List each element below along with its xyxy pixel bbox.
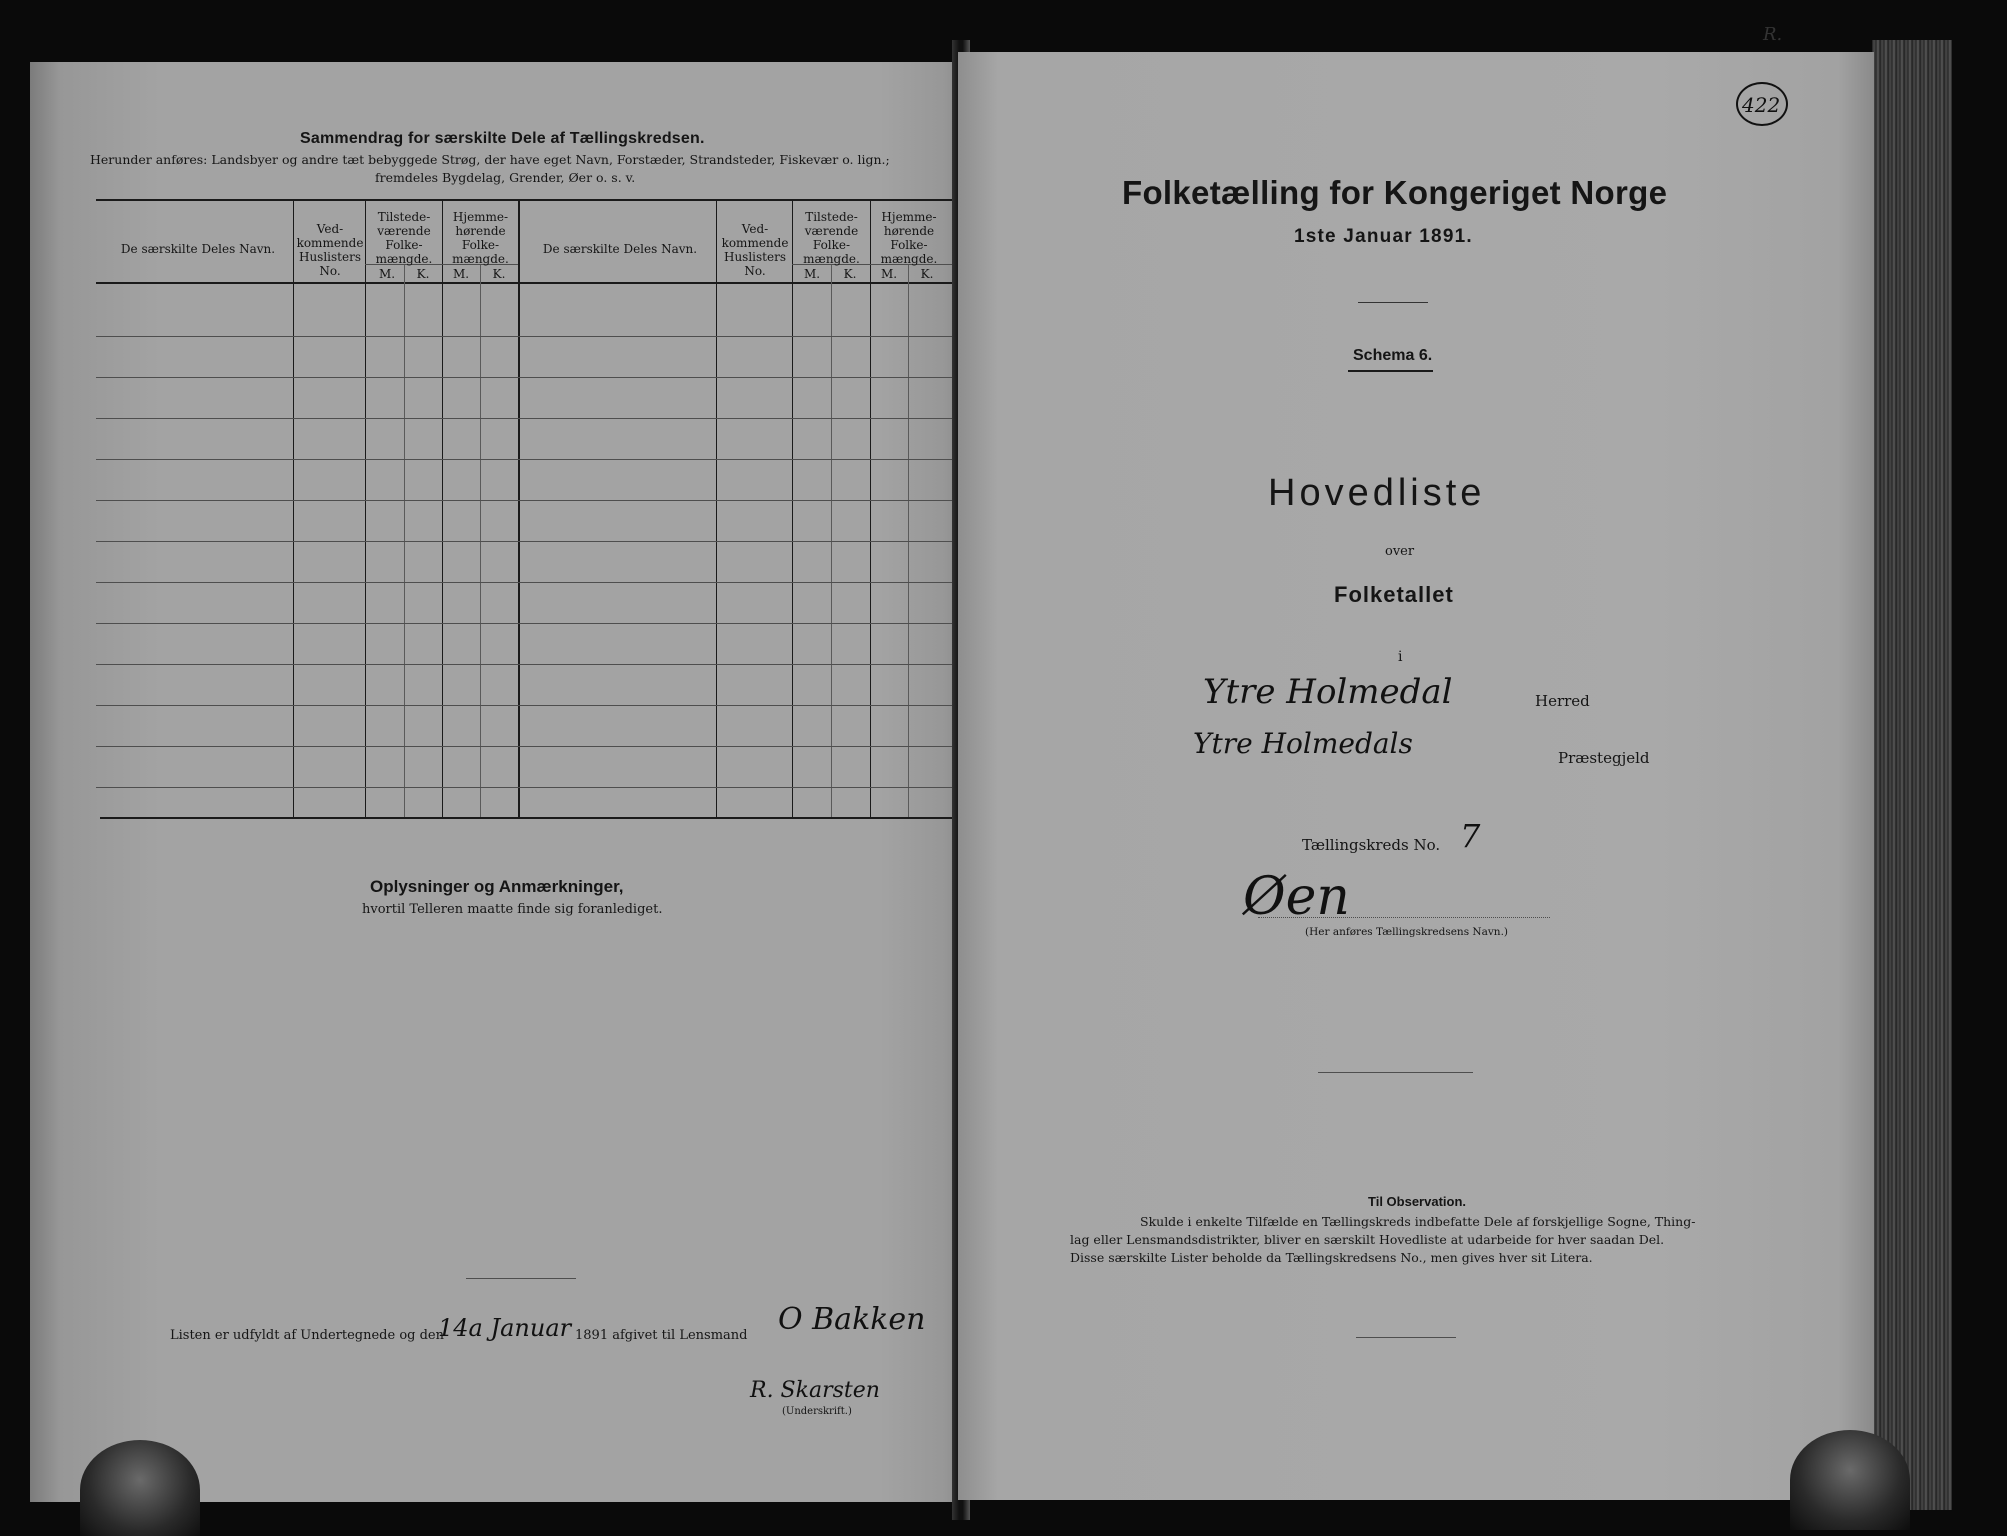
summary-title: Sammendrag for særskilte Dele af Tællingskredsen. [300, 130, 705, 147]
section-divider [1318, 1072, 1473, 1073]
observation-line-2: lag eller Lensmandsdistrikter, bliver en særskilt Hovedliste at udarbeide for hver saadan Del. [1070, 1232, 1665, 1247]
header-hjemme-right: Hjemme- hørende Folke- mængde. [880, 210, 938, 266]
herred-handwritten: Ytre Holmedal [1203, 672, 1453, 712]
signature-divider [466, 1278, 576, 1279]
header-m-2: M. [452, 267, 470, 281]
header-k-3: K. [843, 267, 857, 281]
remarks-title: Oplysninger og Anmærkninger, [370, 877, 624, 896]
corner-mark: R. [1763, 24, 1783, 45]
kreds-name-handwritten: Øen [1243, 867, 1350, 927]
header-tilstede-left: Tilstede- værende Folke- mængde. [375, 210, 433, 266]
folketallet-label: Folketallet [1334, 582, 1454, 607]
header-k-1: K. [416, 267, 430, 281]
observation-line-3: Disse særskilte Lister beholde da Tællingskredsens No., men gives hver sit Litera. [1070, 1250, 1593, 1265]
header-m-3: M. [803, 267, 821, 281]
header-name-right: De særskilte Deles Navn. [542, 242, 698, 256]
header-huslister-left: Ved- kommende Huslisters No. [296, 222, 364, 278]
kreds-number: 7 [1460, 817, 1481, 855]
header-name-left: De særskilte Deles Navn. [120, 242, 276, 256]
observation-line-1: Skulde i enkelte Tilfælde en Tællingskreds indbefatte Dele af forskjellige Sogne, Thing- [1140, 1214, 1696, 1229]
left-thumb [80, 1440, 200, 1536]
observation-title: Til Observation. [1368, 1194, 1467, 1209]
remarks-subtitle: hvortil Telleren maatte finde sig foranlediget. [362, 902, 663, 917]
kreds-name-caption: (Her anføres Tællingskredsens Navn.) [1305, 926, 1509, 938]
kreds-name-rule [1258, 917, 1550, 918]
schema-underline [1348, 370, 1433, 372]
signature-middle: 1891 afgivet til Lensmand [575, 1328, 748, 1343]
signer-caption: (Underskrift.) [782, 1406, 852, 1417]
header-huslister-right: Ved- kommende Huslisters No. [721, 222, 789, 278]
signature-prefix: Listen er udfyldt af Undertegnede og den [170, 1328, 444, 1343]
header-hjemme-left: Hjemme- hørende Folke- mængde. [452, 210, 509, 266]
herred-label: Herred [1535, 692, 1590, 710]
signature-date: 14a Januar [438, 1314, 572, 1342]
header-k-2: K. [492, 267, 506, 281]
prestegjeld-label: Præstegjeld [1558, 749, 1650, 767]
left-page [30, 62, 966, 1502]
main-heading: Hovedliste [1268, 472, 1486, 514]
footer-divider [1356, 1337, 1456, 1338]
i-label: i [1398, 649, 1403, 665]
header-tilstede-right: Tilstede- værende Folke- mængde. [803, 210, 860, 266]
header-m-1: M. [378, 267, 396, 281]
census-title: Folketælling for Kongeriget Norge [1122, 174, 1668, 211]
right-page [958, 24, 1874, 1500]
header-k-4: K. [920, 267, 934, 281]
census-date: 1ste Januar 1891. [1294, 226, 1473, 247]
page-stack-edge [1872, 40, 1952, 1510]
schema-label: Schema 6. [1353, 347, 1433, 364]
summary-note-line2: fremdeles Bygdelag, Grender, Øer o. s. v. [375, 170, 636, 185]
kreds-label: Tællingskreds No. [1302, 836, 1441, 854]
summary-note-line1: Herunder anføres: Landsbyer og andre tæt bebyggede Strøg, der have eget Navn, Forstæder, Strandsteder, Fiskevær o. lign.; [90, 152, 890, 167]
right-thumb [1790, 1430, 1910, 1530]
prestegjeld-handwritten: Ytre Holmedals [1193, 727, 1413, 760]
title-divider [1358, 302, 1428, 303]
page-number-stamp: 422 [1736, 82, 1788, 126]
signer-signature: R. Skarsten [750, 1378, 880, 1403]
lensmand-signature: O Bakken [778, 1302, 926, 1337]
over-label: over [1385, 544, 1415, 559]
header-m-4: M. [880, 267, 898, 281]
